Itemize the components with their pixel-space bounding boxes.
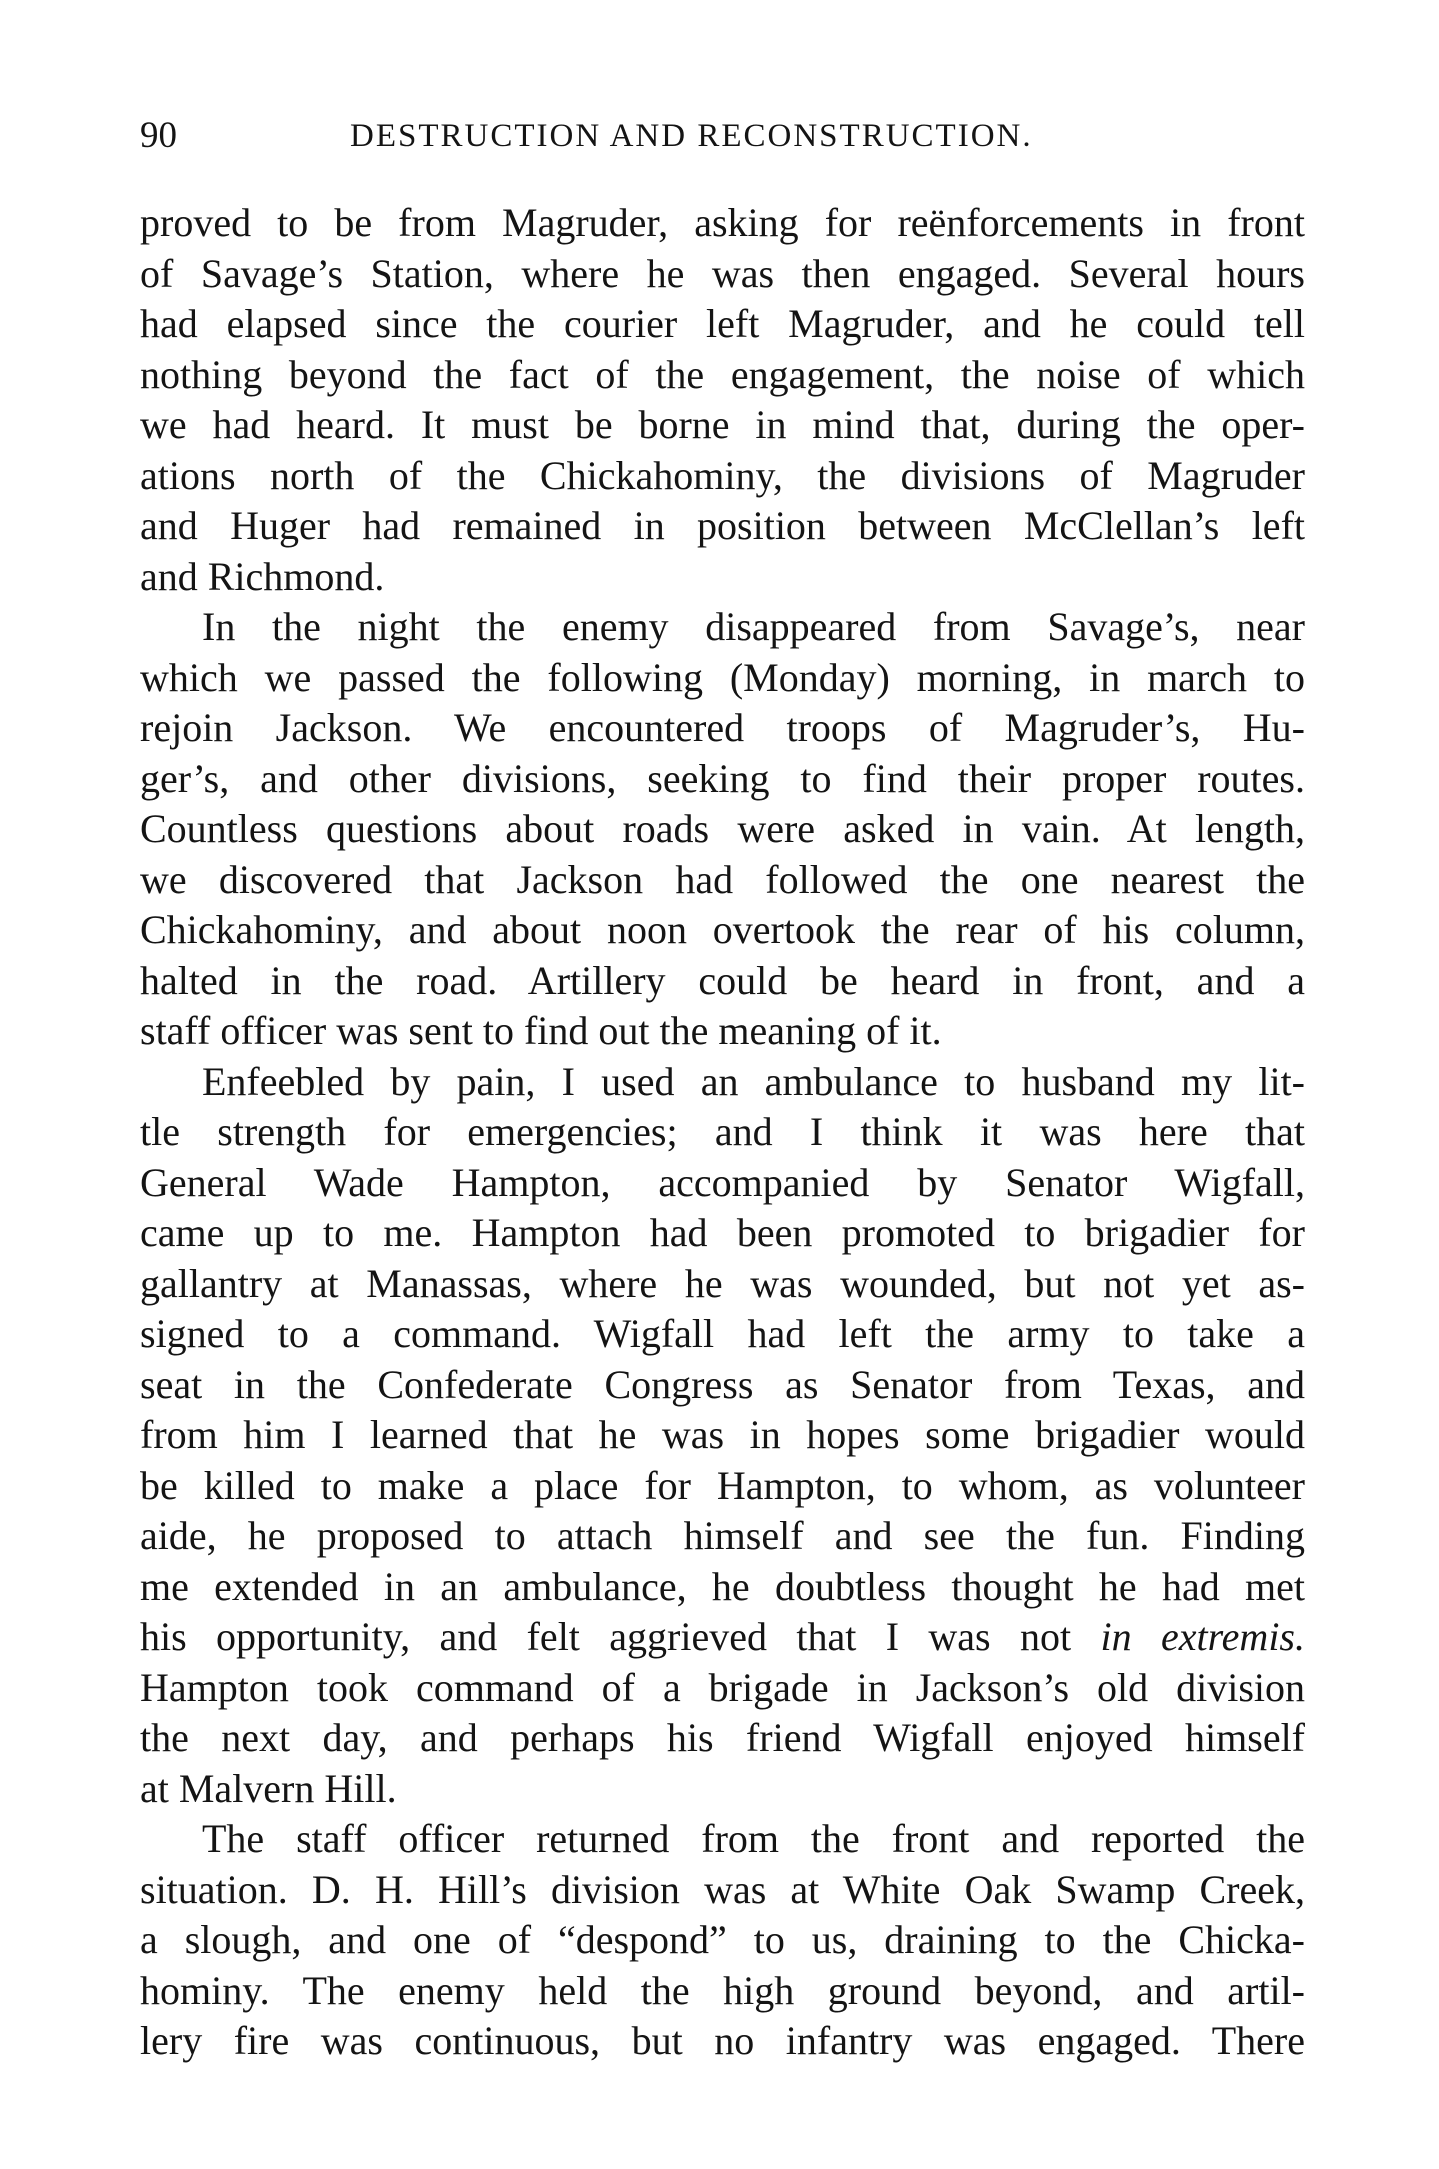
text-line: which we passed the following (Monday) morning, in march to [140,654,1305,700]
text-line: had elapsed since the courier left Magruder, and he could tell [140,301,1305,346]
text-line: In the night the enemy disappeared from Savage’s, near [202,604,1305,649]
text-line: General Wade Hampton, accompanied by Senator Wigfall, [140,1159,1305,1205]
text-line: me extended in an ambulance, he doubtless thought he had met [140,1563,1305,1609]
text-line: halted in the road. Artillery could be heard in front, and a [140,957,1305,1003]
text-line: The staff officer returned from the front and reported the [202,1816,1305,1861]
text-line: ger’s, and other divisions, seeking to find their proper routes. [140,755,1305,801]
text-line: from him I learned that he was in hopes some brigadier would [140,1412,1305,1457]
text-line: nothing beyond the fact of the engagement, the noise of which [140,351,1305,397]
text-line: aide, he proposed to attach himself and see the fun. Finding [140,1513,1305,1558]
paragraph-2 [140,602,1305,1057]
text-line: and Richmond. [140,553,385,599]
paragraph-3 [140,1057,1305,1815]
text-line: lery fire was continuous, but no infantry was engaged. There [140,2018,1305,2063]
text-line: seat in the Confederate Congress as Senator from Texas, and [140,1361,1305,1407]
running-head [140,112,1305,160]
text-line: a slough, and one of “despond” to us, draining to the Chicka- [140,1917,1305,1962]
text-line: Hampton took command of a brigade in Jackson’s old division [140,1664,1305,1710]
text-line: tle strength for emergencies; and I think it was here that [140,1109,1305,1154]
text-line: at Malvern Hill. [140,1765,397,1811]
text-line: came up to me. Hampton had been promoted to brigadier for [140,1210,1305,1255]
text-line: we had heard. It must be borne in mind that, during the oper- [140,402,1305,447]
text-line: proved to be from Magruder, asking for reënforcements in front [140,200,1305,245]
text-line: be killed to make a place for Hampton, to whom, as volunteer [140,1462,1305,1508]
text-line: situation. D. H. Hill’s division was at White Oak Swamp Creek, [140,1866,1305,1912]
text-line: Enfeebled by pain, I used an ambulance to husband my lit- [202,1058,1305,1104]
text-line: staff officer was sent to find out the meaning of it. [140,1008,942,1053]
text-line: rejoin Jackson. We encountered troops of Magruder’s, Hu- [140,705,1305,750]
paragraph-4 [140,1814,1305,2067]
text-line: of Savage’s Station, where he was then engaged. Several hours [140,250,1305,296]
text-line: we discovered that Jackson had followed the one nearest the [140,856,1305,902]
italic-phrase: in extremis. [1100,1614,1305,1659]
paragraph-1 [140,198,1305,602]
text-line: ations north of the Chickahominy, the divisions of Magruder [140,452,1305,498]
text-line: hominy. The enemy held the high ground beyond, and artil- [140,1967,1305,2013]
text-line: Chickahominy, and about noon overtook the rear of his column, [140,907,1305,952]
text-line: Countless questions about roads were asked in vain. At length, [140,806,1305,851]
text-line [140,1612,1305,1663]
body-text [140,198,1305,2067]
text-line: the next day, and perhaps his friend Wigfall enjoyed himself [140,1715,1305,1760]
text-line: and Huger had remained in position between McClellan’s left [140,503,1305,548]
text-line: gallantry at Manassas, where he was wounded, but not yet as- [140,1260,1305,1306]
text-line: signed to a command. Wigfall had left the army to take a [140,1311,1305,1356]
text-segment: his opportunity, and felt aggrieved that I was not [140,1614,1101,1659]
page-number: 90 [140,115,177,156]
running-title: DESTRUCTION AND RECONSTRUCTION. [350,118,1033,154]
